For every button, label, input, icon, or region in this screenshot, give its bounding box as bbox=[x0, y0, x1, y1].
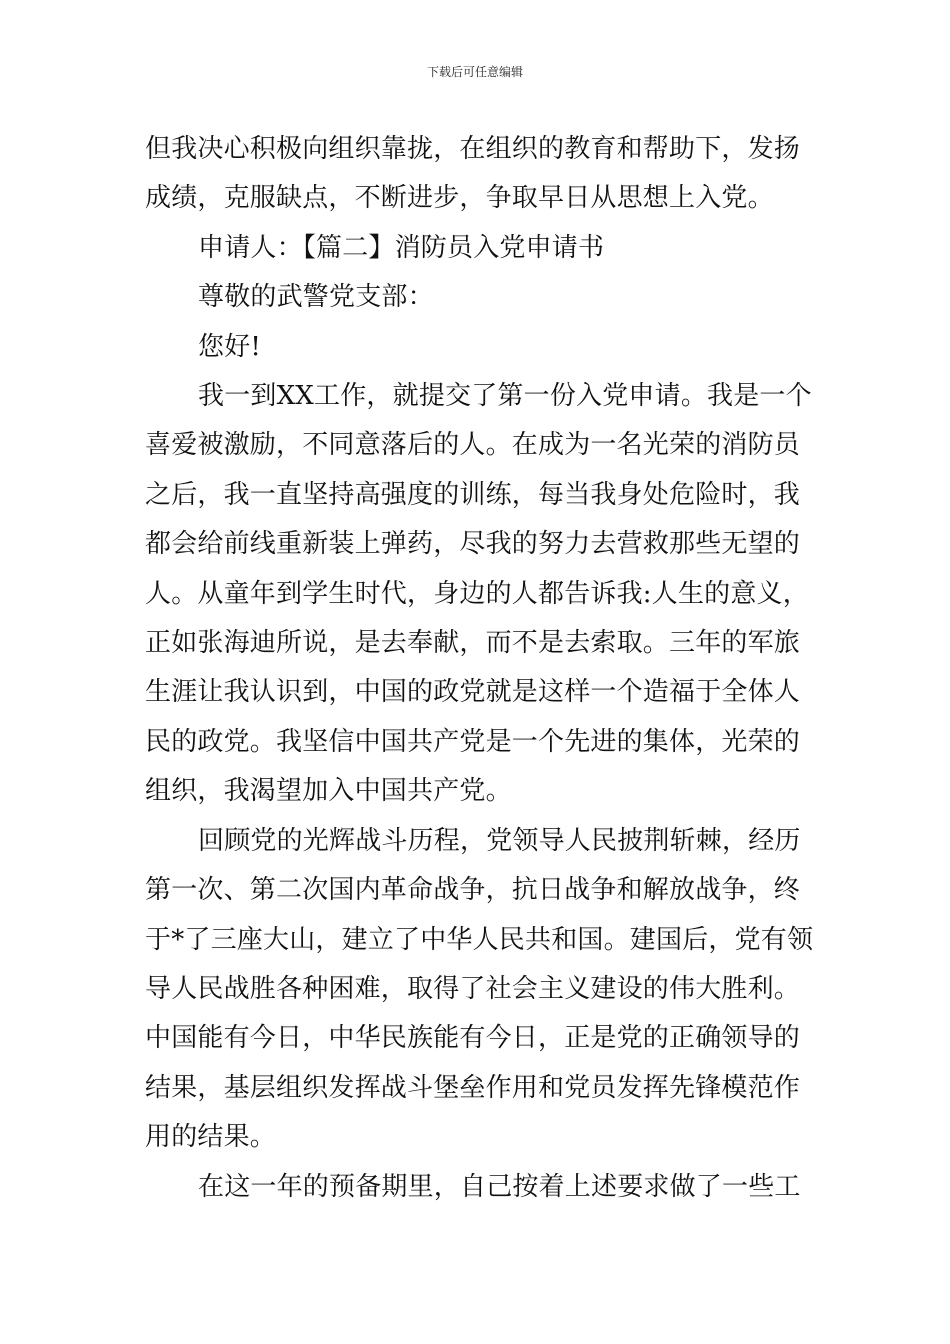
body-line: 成绩，克服缺点，不断进步，争取早日从思想上入党。 bbox=[145, 183, 774, 214]
document-body bbox=[145, 125, 814, 1212]
body-line: 导人民战胜各种困难，取得了社会主义建设的伟大胜利。 bbox=[145, 973, 801, 1004]
body-line: 人。从童年到学生时代，身边的人都告诉我:人生的意义， bbox=[145, 578, 809, 609]
body-line: 但我决心积极向组织靠拢，在组织的教育和帮助下，发扬 bbox=[145, 134, 801, 164]
body-line: 民的政党。我坚信中国共产党是一个先进的集体，光荣的 bbox=[145, 726, 801, 757]
body-line: 组织，我渴望加入中国共产党。 bbox=[145, 776, 512, 807]
page-header: 下载后可任意编辑 bbox=[426, 65, 523, 79]
body-line: 第一次、第二次国内革命战争，抗日战争和解放战争，终 bbox=[145, 875, 801, 906]
paragraph-start-line: 我一到XX工作，就提交了第一份入党申请。我是一个 bbox=[198, 381, 812, 412]
greeting-line: 您好! bbox=[198, 331, 262, 362]
body-line: 用的结果。 bbox=[145, 1122, 277, 1153]
signature-line: 申请人：【篇二】消防员入党申请书 bbox=[198, 232, 605, 263]
body-line: 生涯让我认识到，中国的政党就是这样一个造福于全体人 bbox=[145, 677, 801, 708]
body-line: 结果，基层组织发挥战斗堡垒作用和党员发挥先锋模范作 bbox=[145, 1072, 801, 1103]
salutation-line: 尊敬的武警党支部： bbox=[198, 282, 434, 313]
body-line: 之后，我一直坚持高强度的训练，每当我身处危险时，我 bbox=[145, 479, 801, 510]
body-line: 中国能有今日，中华民族能有今日，正是党的正确领导的 bbox=[145, 1023, 801, 1054]
body-line: 喜爱被激励，不同意落后的人。在成为一名光荣的消防员 bbox=[145, 430, 801, 461]
paragraph-start-line: 在这一年的预备期里，自己按着上述要求做了一些工 bbox=[198, 1171, 801, 1202]
body-line: 正如张海迪所说，是去奉献，而不是去索取。三年的军旅 bbox=[145, 628, 801, 659]
paragraph-start-line: 回顾党的光辉战斗历程，党领导人民披荆斩棘，经历 bbox=[198, 825, 801, 856]
body-line: 都会给前线重新装上弹药，尽我的努力去营救那些无望的 bbox=[145, 529, 801, 560]
body-line: 于*了三座大山，建立了中华人民共和国。建国后，党有领 bbox=[145, 924, 814, 955]
